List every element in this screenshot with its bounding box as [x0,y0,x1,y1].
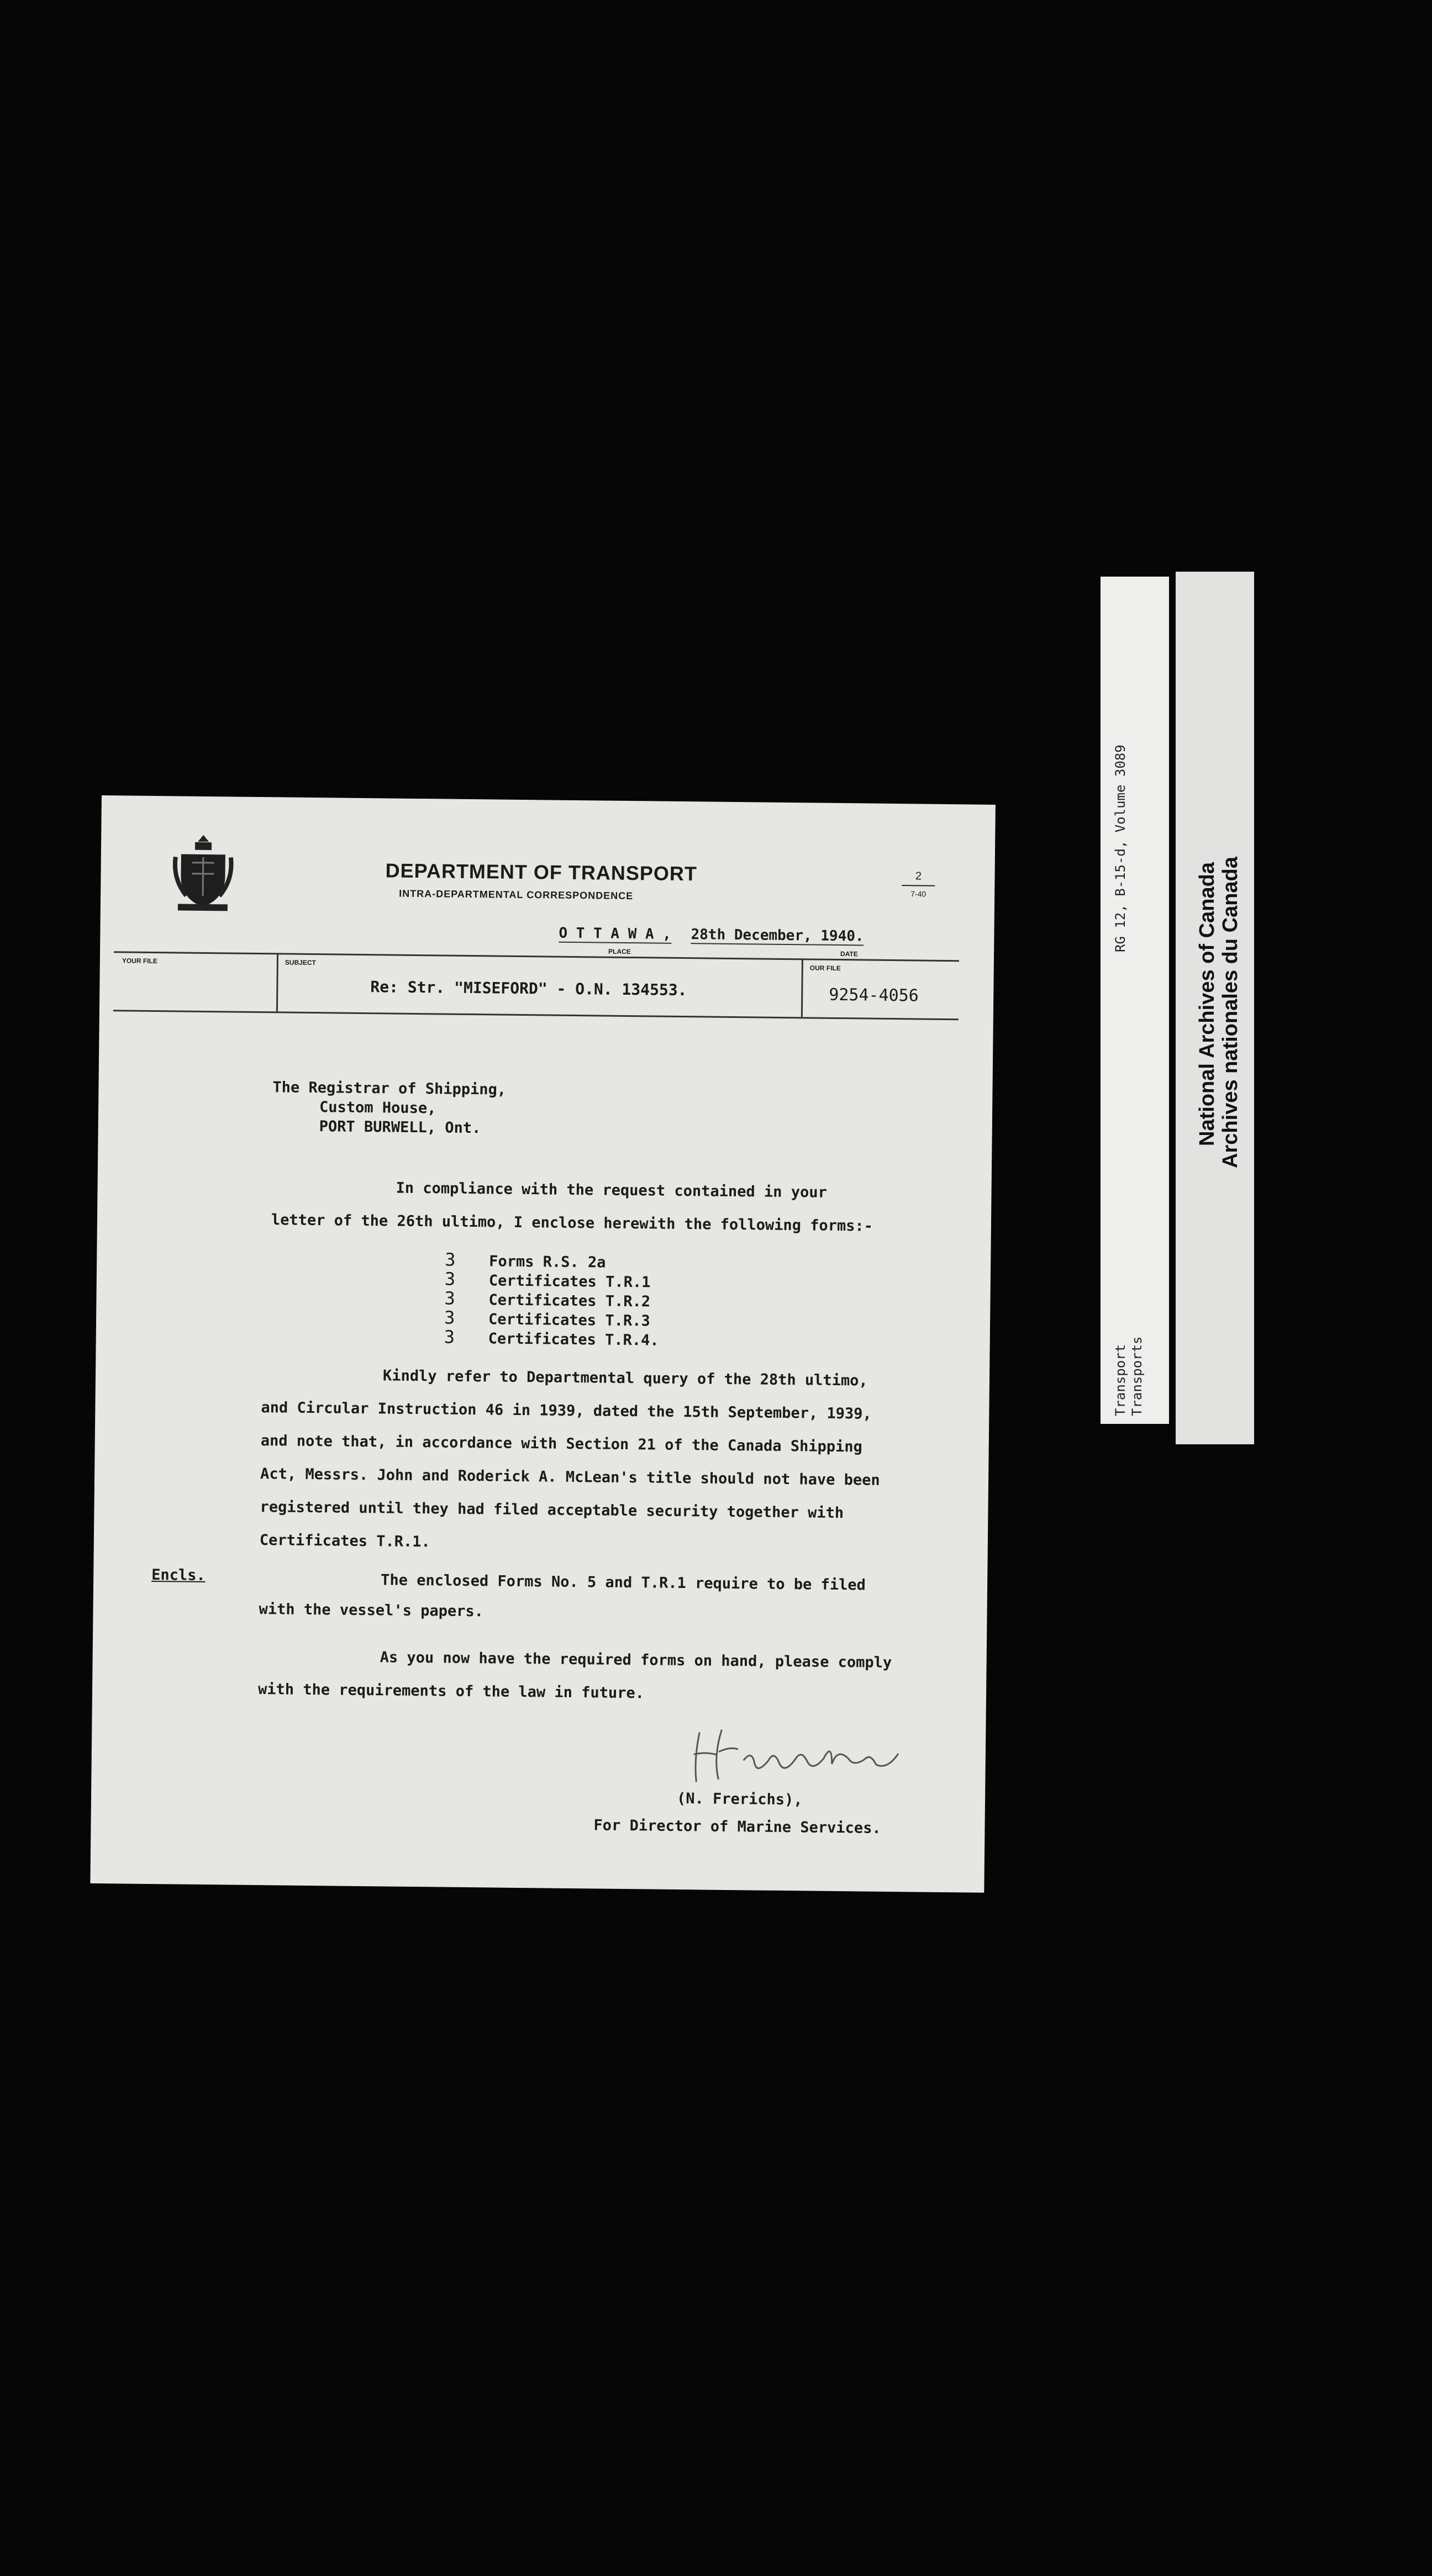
fields-bottom-rule [113,1010,959,1020]
addressee-line: The Registrar of Shipping, [272,1079,507,1099]
place-label: PLACE [608,947,631,956]
form-qty: 3 [444,1287,455,1309]
signatory-name: (N. Frerichs), [676,1790,803,1809]
form-item [444,1327,659,1350]
date-label: DATE [840,950,858,958]
department-title: DEPARTMENT OF TRANSPORT [385,859,698,885]
body-line: with the vessel's papers. [259,1601,484,1620]
correspondence-subtitle: INTRA-DEPARTMENTAL CORRESPONDENCE [399,888,634,902]
form-name: Certificates T.R.4. [488,1330,659,1349]
archive-reference: RG 12, B-15-d, Volume 3089 [1113,745,1128,952]
form-qty: 3 [445,1249,456,1270]
handwritten-signature [682,1721,920,1790]
field-divider [801,958,803,1017]
signatory-title: For Director of Marine Services. [593,1817,881,1837]
addressee-line: PORT BURWELL, Ont. [319,1118,481,1137]
our-file-value: 9254-4056 [829,985,919,1006]
archive-fonds-en: Transport [1113,1344,1128,1416]
body-line: Kindly refer to Departmental query of the 28th ultimo, [382,1367,868,1390]
our-file-label: OUR FILE [809,964,841,973]
place-date-line [559,925,864,946]
letter-page [90,795,996,1893]
subject-label: SUBJECT [285,958,316,967]
form-name: Certificates T.R.1 [488,1272,651,1291]
field-divider [276,953,278,1011]
form-number-value: 2 [902,870,935,886]
addressee-line: Custom House, [319,1099,436,1117]
enclosures-label: Encls. [151,1566,206,1585]
form-number-date: 7-40 [910,889,926,899]
body-line: and Circular Instruction 46 in 1939, dated the 15th September, 1939, [261,1399,872,1423]
archive-stamp-fr: Archives nationales du Canada [1219,857,1242,1168]
body-line: As you now have the required forms on hand, please comply [380,1649,892,1672]
form-qty: 3 [444,1268,456,1290]
coat-of-arms-emblem [172,832,234,915]
form-name: Certificates T.R.2 [488,1291,651,1311]
body-line: In compliance with the request contained in your [396,1179,827,1201]
fields-top-rule [114,951,959,962]
your-file-label: YOUR FILE [122,957,157,965]
date-value: 28th December, 1940. [691,926,864,945]
body-line: registered until they had filed acceptable security together with [260,1498,844,1522]
body-line: with the requirements of the law in future. [257,1681,645,1702]
archive-reference-label [1101,577,1169,1424]
subject-value: Re: Str. "MISEFORD" - O.N. 134553. [370,978,687,1000]
form-qty: 3 [444,1307,455,1328]
form-number [902,870,935,899]
archive-stamp-strip [1176,572,1254,1444]
form-qty: 3 [444,1326,455,1348]
body-line: The enclosed Forms No. 5 and T.R.1 require to be filed [380,1571,866,1594]
form-name: Certificates T.R.3 [488,1311,650,1330]
body-line: Act, Messrs. John and Roderick A. McLean's title should not have been [260,1465,880,1489]
body-line: and note that, in accordance with Section 21 of the Canada Shipping [260,1432,863,1456]
form-name: Forms R.S. 2a [489,1253,606,1271]
archive-stamp-en: National Archives of Canada [1196,862,1219,1146]
body-line: letter of the 26th ultimo, I enclose herewith the following forms:- [271,1211,873,1235]
place-value: O T T A W A , [559,925,672,943]
archive-fonds-fr: Transports [1129,1336,1145,1416]
body-line: Certificates T.R.1. [259,1532,430,1551]
